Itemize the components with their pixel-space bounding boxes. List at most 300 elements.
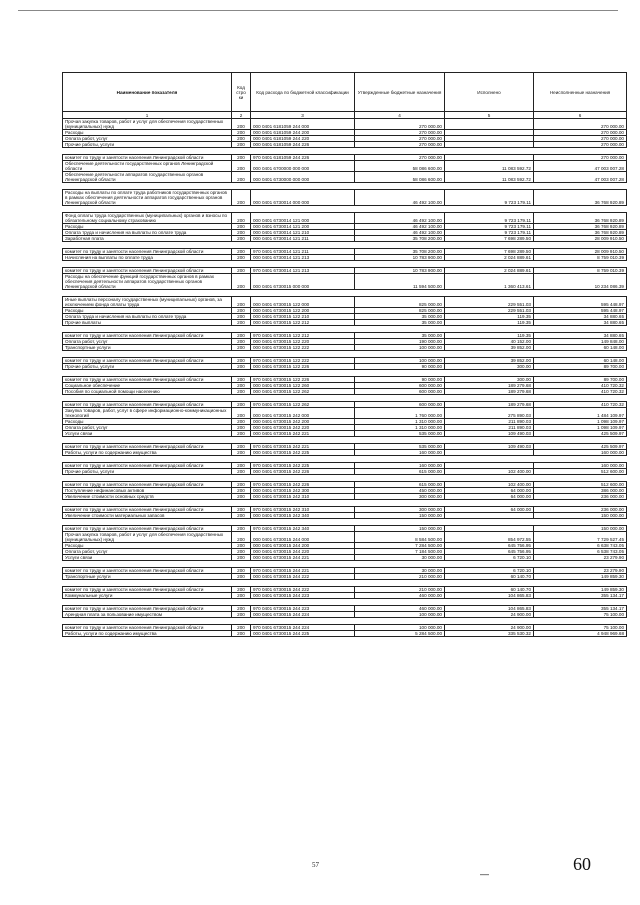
cell-remaining: 28 009 910.50 xyxy=(534,236,627,242)
cell-name: комитет по труду и занятости населения Ленинградской области xyxy=(63,463,232,469)
cell-remaining: 270 000.00 xyxy=(534,136,627,142)
table-row xyxy=(63,190,627,206)
cell-code: 970 0401 6730015 122 212 xyxy=(251,333,355,339)
cell-name: Расходы xyxy=(63,543,232,549)
column-number: 3 xyxy=(251,112,355,119)
spacer-row xyxy=(63,242,627,249)
cell-executed: 6 720.10 xyxy=(445,568,534,574)
cell-approved: 270 000.00 xyxy=(355,155,445,161)
spacer-row xyxy=(63,618,627,625)
cell-code: 000 0401 6730015 242 226 xyxy=(251,469,355,475)
cell-approved: 535 000.00 xyxy=(355,431,445,437)
cell-line: 200 xyxy=(232,431,251,437)
cell-executed: 104 865.83 xyxy=(445,593,534,599)
cell-remaining: 1 098 109.97 xyxy=(534,425,627,431)
cell-approved: 615 000.00 xyxy=(355,482,445,488)
cell-line: 200 xyxy=(232,119,251,130)
cell-approved: 1 310 000.00 xyxy=(355,425,445,431)
cell-name: Фонд оплаты труда государственных (муниципальных) органов и взносы по обязательному социальному страхованию xyxy=(63,213,232,224)
cell-remaining: 89 700.00 xyxy=(534,364,627,370)
cell-executed: 109 490.03 xyxy=(445,431,534,437)
cell-line: 200 xyxy=(232,230,251,236)
cell-code: 970 0401 6730015 122 226 xyxy=(251,377,355,383)
budget-execution-table xyxy=(62,72,627,637)
cell-executed: 9 723 179.11 xyxy=(445,190,534,206)
cell-code: 000 0401 6730014 121 211 xyxy=(251,236,355,242)
column-number: 2 xyxy=(232,112,251,119)
cell-remaining: 8 759 010.39 xyxy=(534,255,627,261)
spacer-row xyxy=(63,456,627,463)
cell-name: Закупка товаров, работ, услуг в сфере информационно-коммуникационных технологий xyxy=(63,408,232,419)
cell-executed: 2 024 889.61 xyxy=(445,255,534,261)
cell-line: 200 xyxy=(232,587,251,593)
cell-executed: 189 279.68 xyxy=(445,389,534,395)
cell-executed: 189 279.68 xyxy=(445,402,534,408)
cell-line: 200 xyxy=(232,402,251,408)
spacer-row xyxy=(63,580,627,587)
cell-line: 200 xyxy=(232,364,251,370)
cell-name: Расходы xyxy=(63,130,232,136)
cell-code: 970 0401 6730015 122 222 xyxy=(251,358,355,364)
spacer-cell xyxy=(63,500,627,507)
cell-remaining: 410 720.32 xyxy=(534,389,627,395)
spacer-row xyxy=(63,261,627,268)
spacer-row xyxy=(63,500,627,507)
top-rule xyxy=(18,10,618,11)
cell-executed: 645 756.95 xyxy=(445,549,534,555)
cell-line: 200 xyxy=(232,224,251,230)
header-remaining: Неисполненные назначения xyxy=(534,73,627,112)
cell-name: Коммунальные услуги xyxy=(63,593,232,599)
cell-executed: 9 723 179.11 xyxy=(445,224,534,230)
cell-executed: 335 530.32 xyxy=(445,631,534,637)
table-row xyxy=(63,274,627,290)
cell-remaining: 425 509.97 xyxy=(534,431,627,437)
cell-executed: 6 720.10 xyxy=(445,555,534,561)
spacer-cell xyxy=(63,599,627,606)
cell-approved: 270 000.00 xyxy=(355,119,445,130)
cell-approved: 46 492 100.00 xyxy=(355,230,445,236)
cell-remaining: 270 000.00 xyxy=(534,142,627,148)
cell-approved: 46 492 100.00 xyxy=(355,190,445,206)
cell-remaining: 36 768 920.89 xyxy=(534,213,627,224)
cell-code: 970 0401 6730015 242 310 xyxy=(251,507,355,513)
cell-line: 200 xyxy=(232,612,251,618)
cell-code: 000 0401 6181059 244 226 xyxy=(251,142,355,148)
cell-executed: 7 698 289.50 xyxy=(445,249,534,255)
cell-code: 000 0401 6730015 122 222 xyxy=(251,345,355,351)
cell-line: 200 xyxy=(232,249,251,255)
cell-approved: 58 086 600.00 xyxy=(355,172,445,183)
cell-code: 000 0401 6730015 122 262 xyxy=(251,389,355,395)
table-row xyxy=(63,297,627,308)
spacer-cell xyxy=(63,183,627,190)
table-row xyxy=(63,119,627,130)
table-row xyxy=(63,172,627,183)
cell-name: комитет по труду и занятости населения Ленинградской области xyxy=(63,482,232,488)
cell-approved: 58 086 600.00 xyxy=(355,161,445,172)
cell-approved: 1 310 000.00 xyxy=(355,419,445,425)
cell-code: 000 0401 6700000 000 000 xyxy=(251,161,355,172)
cell-remaining: 512 600.00 xyxy=(534,469,627,475)
cell-remaining: 4 948 969.68 xyxy=(534,631,627,637)
cell-executed: 39 852.00 xyxy=(445,345,534,351)
cell-code: 000 0401 6730014 121 200 xyxy=(251,224,355,230)
cell-executed: 229 551.03 xyxy=(445,308,534,314)
cell-remaining: 34 880.65 xyxy=(534,333,627,339)
cell-approved: 460 000.00 xyxy=(355,593,445,599)
cell-remaining: 236 000.00 xyxy=(534,507,627,513)
cell-line: 200 xyxy=(232,543,251,549)
cell-line: 200 xyxy=(232,236,251,242)
cell-code: 970 0401 6730014 121 213 xyxy=(251,268,355,274)
cell-approved: 100 000.00 xyxy=(355,345,445,351)
cell-line: 200 xyxy=(232,631,251,637)
cell-approved: 270 000.00 xyxy=(355,142,445,148)
cell-code: 970 0401 6730015 244 221 xyxy=(251,568,355,574)
cell-line: 200 xyxy=(232,161,251,172)
cell-remaining: 270 000.00 xyxy=(534,155,627,161)
column-number: 1 xyxy=(63,112,232,119)
spacer-cell xyxy=(63,370,627,377)
spacer-row xyxy=(63,290,627,297)
cell-name: комитет по труду и занятости населения Ленинградской области xyxy=(63,268,232,274)
cell-approved: 11 594 500.00 xyxy=(355,274,445,290)
cell-line: 200 xyxy=(232,625,251,631)
cell-code: 000 0401 6730015 122 210 xyxy=(251,314,355,320)
cell-remaining: 149 859.30 xyxy=(534,587,627,593)
cell-line: 200 xyxy=(232,568,251,574)
cell-code: 000 0401 6730014 121 210 xyxy=(251,230,355,236)
spacer-cell xyxy=(63,326,627,333)
cell-line: 200 xyxy=(232,172,251,183)
cell-line: 200 xyxy=(232,274,251,290)
cell-code: 000 0401 6730015 244 221 xyxy=(251,555,355,561)
cell-line: 200 xyxy=(232,532,251,543)
cell-code: 000 0401 6730015 244 223 xyxy=(251,593,355,599)
cell-executed: 645 756.95 xyxy=(445,543,534,549)
cell-approved: 35 708 200.00 xyxy=(355,249,445,255)
cell-line: 200 xyxy=(232,425,251,431)
table-body xyxy=(63,119,627,637)
cell-line: 200 xyxy=(232,345,251,351)
cell-line: 200 xyxy=(232,389,251,395)
cell-executed: 854 972.55 xyxy=(445,532,534,543)
cell-line: 200 xyxy=(232,488,251,494)
spacer-row xyxy=(63,561,627,568)
cell-approved: 35 000.00 xyxy=(355,333,445,339)
spacer-row xyxy=(63,519,627,526)
spacer-cell xyxy=(63,437,627,444)
cell-name: Расходы xyxy=(63,224,232,230)
spacer-row xyxy=(63,326,627,333)
cell-approved: 10 783 900.00 xyxy=(355,268,445,274)
table-row xyxy=(63,408,627,419)
cell-code: 000 0401 6730015 242 221 xyxy=(251,431,355,437)
cell-approved: 35 000.00 xyxy=(355,314,445,320)
cell-name: комитет по труду и занятости населения Ленинградской области xyxy=(63,587,232,593)
cell-code: 000 0401 6730015 122 200 xyxy=(251,308,355,314)
cell-remaining: 7 729 527.45 xyxy=(534,532,627,543)
cell-remaining: 89 700.00 xyxy=(534,377,627,383)
cell-executed: 40 152.00 xyxy=(445,339,534,345)
cell-remaining: 36 768 920.89 xyxy=(534,224,627,230)
cell-remaining: 1 484 109.97 xyxy=(534,408,627,419)
cell-approved: 46 492 100.00 xyxy=(355,213,445,224)
cell-name: комитет по труду и занятости населения Ленинградской области xyxy=(63,333,232,339)
cell-name: Услуги связи xyxy=(63,555,232,561)
cell-executed: 102 400.00 xyxy=(445,482,534,488)
cell-executed: 24 900.00 xyxy=(445,625,534,631)
spacer-row xyxy=(63,351,627,358)
cell-executed: 211 890.03 xyxy=(445,425,534,431)
cell-approved: 150 000.00 xyxy=(355,513,445,519)
cell-line: 200 xyxy=(232,136,251,142)
spacer-cell xyxy=(63,242,627,249)
cell-line: 200 xyxy=(232,513,251,519)
cell-approved: 7 284 500.00 xyxy=(355,543,445,549)
spacer-cell xyxy=(63,580,627,587)
cell-executed: 119.35 xyxy=(445,333,534,339)
cell-remaining: 160 000.00 xyxy=(534,463,627,469)
cell-line: 200 xyxy=(232,408,251,419)
cell-name: Расходы на выплаты по оплате труда работников государственных органов в рамках обеспечения деятельности аппаратов государственных органов Ленинградской области xyxy=(63,190,232,206)
header-executed: Исполнено xyxy=(445,73,534,112)
cell-code: 000 0401 6730015 244 200 xyxy=(251,543,355,549)
cell-executed: 64 000.00 xyxy=(445,507,534,513)
cell-name: комитет по труду и занятости населения Ленинградской области xyxy=(63,526,232,532)
cell-remaining: 410 720.32 xyxy=(534,402,627,408)
cell-remaining: 355 134.17 xyxy=(534,606,627,612)
cell-code: 000 0401 6730015 242 300 xyxy=(251,488,355,494)
cell-name: Транспортные услуги xyxy=(63,574,232,580)
cell-line: 200 xyxy=(232,314,251,320)
table-row xyxy=(63,213,627,224)
cell-name: Оплата работ, услуг xyxy=(63,339,232,345)
cell-name: Работы, услуги по содержанию имущества xyxy=(63,631,232,637)
cell-remaining: 595 448.97 xyxy=(534,297,627,308)
cell-executed: 7 698 289.50 xyxy=(445,236,534,242)
cell-line: 200 xyxy=(232,308,251,314)
cell-name: Расходы на обеспечение функций государственных органов в рамках обеспечения деятельности аппаратов государственных органов Ленинградской области xyxy=(63,274,232,290)
cell-name: комитет по труду и занятости населения Ленинградской области xyxy=(63,507,232,513)
cell-code: 970 0401 6730015 242 226 xyxy=(251,482,355,488)
cell-code: 000 0401 6730015 242 340 xyxy=(251,513,355,519)
cell-executed: 24 900.00 xyxy=(445,612,534,618)
cell-approved: 615 000.00 xyxy=(355,469,445,475)
cell-name: комитет по труду и занятости населения Ленинградской области xyxy=(63,444,232,450)
cell-approved: 210 000.00 xyxy=(355,587,445,593)
cell-approved: 300 000.00 xyxy=(355,507,445,513)
cell-approved: 825 000.00 xyxy=(355,308,445,314)
cell-code: 970 0401 6730015 242 225 xyxy=(251,463,355,469)
cell-line: 200 xyxy=(232,268,251,274)
cell-code: 970 0401 6181059 244 226 xyxy=(251,155,355,161)
cell-line: 200 xyxy=(232,142,251,148)
cell-remaining: 6 538 743.05 xyxy=(534,549,627,555)
cell-remaining: 34 880.65 xyxy=(534,320,627,326)
cell-code: 000 0401 6730015 244 222 xyxy=(251,574,355,580)
cell-remaining: 270 000.00 xyxy=(534,130,627,136)
cell-name: Прочие работы, услуги xyxy=(63,364,232,370)
cell-name: Обеспечение деятельности государственных органов Ленинградской области xyxy=(63,161,232,172)
cell-line: 200 xyxy=(232,333,251,339)
cell-code: 970 0401 6730015 242 221 xyxy=(251,444,355,450)
cell-name: Прочая закупка товаров, работ и услуг для обеспечения государственных (муниципальных) нужд xyxy=(63,119,232,130)
cell-line: 200 xyxy=(232,419,251,425)
cell-code: 970 0401 6730015 122 262 xyxy=(251,402,355,408)
cell-name: Арендная плата за пользование имуществом xyxy=(63,612,232,618)
cell-code: 000 0401 6730015 244 225 xyxy=(251,631,355,637)
header-approved: Утвержденные бюджетные назначения xyxy=(355,73,445,112)
cell-approved: 30 000.00 xyxy=(355,555,445,561)
cell-approved: 100 000.00 xyxy=(355,612,445,618)
column-number-row xyxy=(63,112,627,119)
cell-name: Заработная плата xyxy=(63,236,232,242)
column-number: 6 xyxy=(534,112,627,119)
cell-remaining: 23 279.90 xyxy=(534,568,627,574)
cell-remaining: 75 100.00 xyxy=(534,625,627,631)
cell-code: 000 0401 6730014 000 000 xyxy=(251,190,355,206)
spacer-row xyxy=(63,206,627,213)
cell-remaining: 410 720.32 xyxy=(534,383,627,389)
cell-approved: 35 708 200.00 xyxy=(355,236,445,242)
cell-remaining: 1 098 109.97 xyxy=(534,419,627,425)
cell-remaining: 425 509.97 xyxy=(534,444,627,450)
cell-line: 200 xyxy=(232,593,251,599)
cell-line: 200 xyxy=(232,463,251,469)
cell-remaining: 8 759 010.39 xyxy=(534,268,627,274)
cell-code: 000 0401 6730015 000 000 xyxy=(251,274,355,290)
cell-line: 200 xyxy=(232,339,251,345)
cell-name: Прочие работы, услуги xyxy=(63,469,232,475)
table-header-row xyxy=(63,73,627,112)
cell-approved: 270 000.00 xyxy=(355,136,445,142)
cell-approved: 1 760 000.00 xyxy=(355,408,445,419)
cell-approved: 190 000.00 xyxy=(355,339,445,345)
spacer-cell xyxy=(63,475,627,482)
cell-code: 000 0401 6730015 122 260 xyxy=(251,383,355,389)
cell-remaining: 160 000.00 xyxy=(534,450,627,456)
cell-executed: 9 723 179.11 xyxy=(445,213,534,224)
cell-line: 200 xyxy=(232,444,251,450)
cell-line: 200 xyxy=(232,377,251,383)
cell-approved: 600 000.00 xyxy=(355,389,445,395)
cell-line: 200 xyxy=(232,155,251,161)
spacer-cell xyxy=(63,456,627,463)
cell-code: 000 0401 6730000 000 000 xyxy=(251,172,355,183)
cell-remaining: 150 000.00 xyxy=(534,526,627,532)
cell-line: 200 xyxy=(232,469,251,475)
cell-code: 000 0401 6181059 244 000 xyxy=(251,119,355,130)
column-number: 5 xyxy=(445,112,534,119)
spacer-row xyxy=(63,370,627,377)
cell-code: 000 0401 6181059 244 220 xyxy=(251,136,355,142)
cell-code: 000 0401 6730014 121 213 xyxy=(251,255,355,261)
cell-approved: 160 000.00 xyxy=(355,450,445,456)
cell-remaining: 36 768 920.89 xyxy=(534,190,627,206)
cell-remaining: 6 638 743.05 xyxy=(534,543,627,549)
cell-line: 200 xyxy=(232,507,251,513)
cell-approved: 30 000.00 xyxy=(355,568,445,574)
cell-name: комитет по труду и занятости населения Ленинградской области xyxy=(63,377,232,383)
spacer-cell xyxy=(63,395,627,402)
cell-remaining: 60 148.00 xyxy=(534,358,627,364)
cell-executed: 60 140.70 xyxy=(445,587,534,593)
cell-remaining: 270 000.00 xyxy=(534,119,627,130)
cell-remaining: 595 448.97 xyxy=(534,308,627,314)
cell-name: комитет по труду и занятости населения Ленинградской области xyxy=(63,568,232,574)
cell-line: 200 xyxy=(232,494,251,500)
cell-line: 200 xyxy=(232,130,251,136)
cell-remaining: 23 279.90 xyxy=(534,555,627,561)
cell-code: 000 0401 6730015 122 000 xyxy=(251,297,355,308)
dash-mark: — xyxy=(480,869,489,879)
spacer-cell xyxy=(63,290,627,297)
cell-name: комитет по труду и занятости населения Ленинградской области xyxy=(63,358,232,364)
cell-approved: 160 000.00 xyxy=(355,463,445,469)
cell-approved: 825 000.00 xyxy=(355,297,445,308)
cell-approved: 100 000.00 xyxy=(355,358,445,364)
cell-code: 000 0401 6730015 244 000 xyxy=(251,532,355,543)
cell-code: 000 0401 6730015 242 310 xyxy=(251,494,355,500)
cell-name: Оплата работ, услуг xyxy=(63,549,232,555)
cell-remaining: 47 003 007.28 xyxy=(534,161,627,172)
cell-approved: 450 000.00 xyxy=(355,488,445,494)
cell-executed: 189 279.68 xyxy=(445,383,534,389)
cell-executed: 1 360 413.61 xyxy=(445,274,534,290)
cell-executed: 300.00 xyxy=(445,377,534,383)
cell-approved: 90 000.00 xyxy=(355,377,445,383)
cell-approved: 90 000.00 xyxy=(355,364,445,370)
header-indicator-name: Наименование показателя xyxy=(63,73,232,112)
cell-name: комитет по труду и занятости населения Ленинградской области xyxy=(63,606,232,612)
spacer-row xyxy=(63,148,627,155)
cell-name: Транспортные услуги xyxy=(63,345,232,351)
cell-remaining: 149 848.00 xyxy=(534,339,627,345)
cell-line: 200 xyxy=(232,213,251,224)
cell-executed: 300.00 xyxy=(445,364,534,370)
cell-code: 000 0401 6730015 122 226 xyxy=(251,364,355,370)
cell-approved: 600 000.00 xyxy=(355,383,445,389)
cell-name: комитет по труду и занятости населения Ленинградской области xyxy=(63,625,232,631)
cell-executed xyxy=(445,119,534,130)
cell-line: 200 xyxy=(232,549,251,555)
spacer-cell xyxy=(63,618,627,625)
spacer-cell xyxy=(63,148,627,155)
cell-executed: 275 890.03 xyxy=(445,408,534,419)
cell-code: 970 0401 6730015 242 340 xyxy=(251,526,355,532)
spacer-row xyxy=(63,183,627,190)
cell-approved: 535 000.00 xyxy=(355,444,445,450)
cell-name: Прочие работы, услуги xyxy=(63,142,232,148)
cell-code: 000 0401 6730015 122 220 xyxy=(251,339,355,345)
cell-name: Прочие выплаты xyxy=(63,320,232,326)
cell-name: Поступление нефинансовых активов xyxy=(63,488,232,494)
spacer-row xyxy=(63,395,627,402)
cell-line: 200 xyxy=(232,574,251,580)
cell-remaining: 236 000.00 xyxy=(534,494,627,500)
cell-name: Увеличение стоимости материальных запасов xyxy=(63,513,232,519)
cell-name: Оплата работ, услуг xyxy=(63,425,232,431)
cell-remaining: 60 148.00 xyxy=(534,345,627,351)
cell-line: 200 xyxy=(232,555,251,561)
cell-name: Увеличение стоимости основных средств xyxy=(63,494,232,500)
header-budget-code: Код расхода по бюджетной классификации xyxy=(251,73,355,112)
cell-executed: 2 024 889.61 xyxy=(445,268,534,274)
cell-line: 200 xyxy=(232,255,251,261)
cell-name: Работы, услуги по содержанию имущества xyxy=(63,450,232,456)
